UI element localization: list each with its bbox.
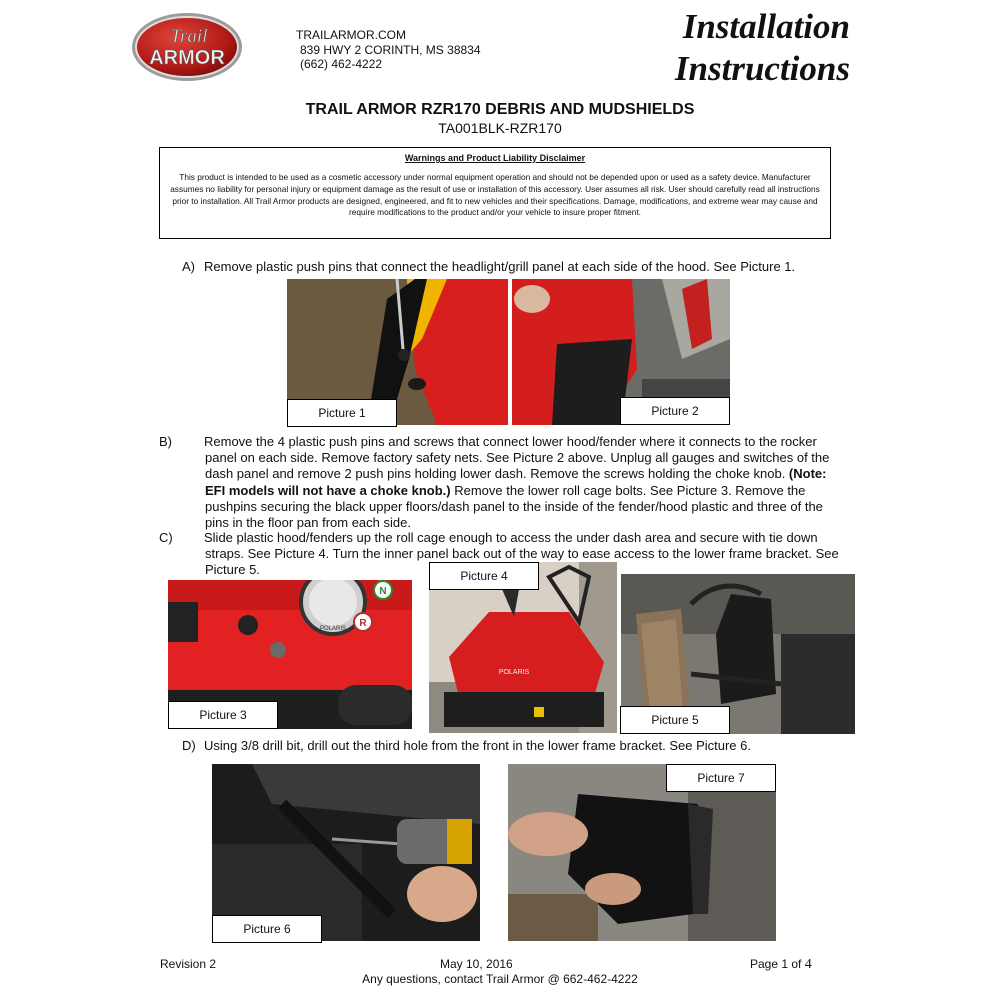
part-number: TA001BLK-RZR170 [438, 120, 562, 136]
disclaimer-heading: Warnings and Product Liability Disclaimer [404, 153, 586, 163]
step-b-text-2: Remove the lower roll cage bolts. See Picture 3. Remove the pushpins securing the black upper floors/dash panel to the inside of the fender/hood plastic and three of the pins in the floor pan from each side. [205, 482, 823, 531]
picture-5-caption: Picture 5 [620, 706, 730, 734]
svg-text:Trail: Trail [170, 26, 208, 47]
step-d [182, 738, 882, 754]
step-b-note: (Note: EFI models will not have a choke knob.) [205, 466, 827, 498]
picture-6-caption: Picture 6 [212, 915, 322, 943]
svg-text:N: N [379, 586, 387, 597]
step-b-text-1: Remove the 4 plastic push pins and screws that connect lower hood/fender where it connects to the rocker panel on each side. Remove factory safety nets. See Picture 2 above. Unplug all gauges and switches of the dash panel and remove 2 push pins holding lower dash. Remove the screws holding the choke knob. [204, 434, 830, 482]
company-website: TRAILARMOR.COM [296, 28, 407, 42]
step-d-letter: D) [182, 738, 196, 753]
step-b-letter: B) [159, 434, 172, 449]
picture-4-caption: Picture 4 [429, 562, 539, 590]
svg-text:POLARIS: POLARIS [319, 626, 347, 632]
disclaimer-body: This product is intended to be used as a cosmetic accessory under normal equipment operation and should not be depended upon or used as a safety device. Manufacturer assumes no liability for personal injury or equipment damage as the result of use or installation of this accessory. User assumes all risk. User should carefully read all instructions prior to installation. All Trail Armor products are designed, engineered, and fit to new vehicles and their specifications. Damage, modifications, and extreme wear may cause and require modifications to the product and/or your vehicle to insure proper fitment. [170, 172, 820, 218]
disclaimer-box [159, 147, 831, 239]
footer-revision: Revision 2 [160, 957, 217, 971]
footer-page-number: Page 1 of 4 [750, 957, 812, 972]
step-a-letter: A) [182, 259, 195, 274]
company-info [296, 28, 481, 72]
step-c-letter: C) [159, 530, 173, 545]
step-b [159, 434, 842, 531]
picture-2-caption: Picture 2 [620, 397, 730, 425]
picture-7-caption: Picture 7 [666, 764, 776, 792]
footer-contact: Any questions, contact Trail Armor @ 662-462-4222 [362, 972, 638, 986]
company-phone: (662) 462-4222 [300, 57, 383, 71]
trail-armor-logo [131, 12, 243, 82]
picture-3-caption: Picture 3 [168, 701, 278, 729]
step-d-text: Using 3/8 drill bit, drill out the third hole from the front in the lower frame bracket. See Picture 6. [204, 738, 751, 753]
svg-text:POLARIS: POLARIS [498, 669, 530, 676]
svg-text:R: R [359, 618, 367, 629]
step-a-text: Remove plastic push pins that connect the headlight/grill panel at each side of the hood. See Picture 1. [204, 259, 796, 274]
step-a [182, 259, 882, 275]
installation-instructions-title: Installation Instructions [674, 7, 850, 88]
company-address: 839 HWY 2 CORINTH, MS 38834 [300, 42, 481, 57]
step-c-text: Slide plastic hood/fenders up the roll cage enough to access the under dash area and secure with tie down straps. See Picture 4. Turn the inner panel back out of the way to ease access to the lower frame bracket. See Picture 5. [204, 530, 839, 578]
footer-date: May 10, 2016 [440, 957, 513, 971]
document-title: TRAIL ARMOR RZR170 DEBRIS AND MUDSHIELDS [305, 101, 695, 118]
picture-1-caption: Picture 1 [287, 399, 397, 427]
svg-text:ARMOR: ARMOR [149, 47, 225, 69]
